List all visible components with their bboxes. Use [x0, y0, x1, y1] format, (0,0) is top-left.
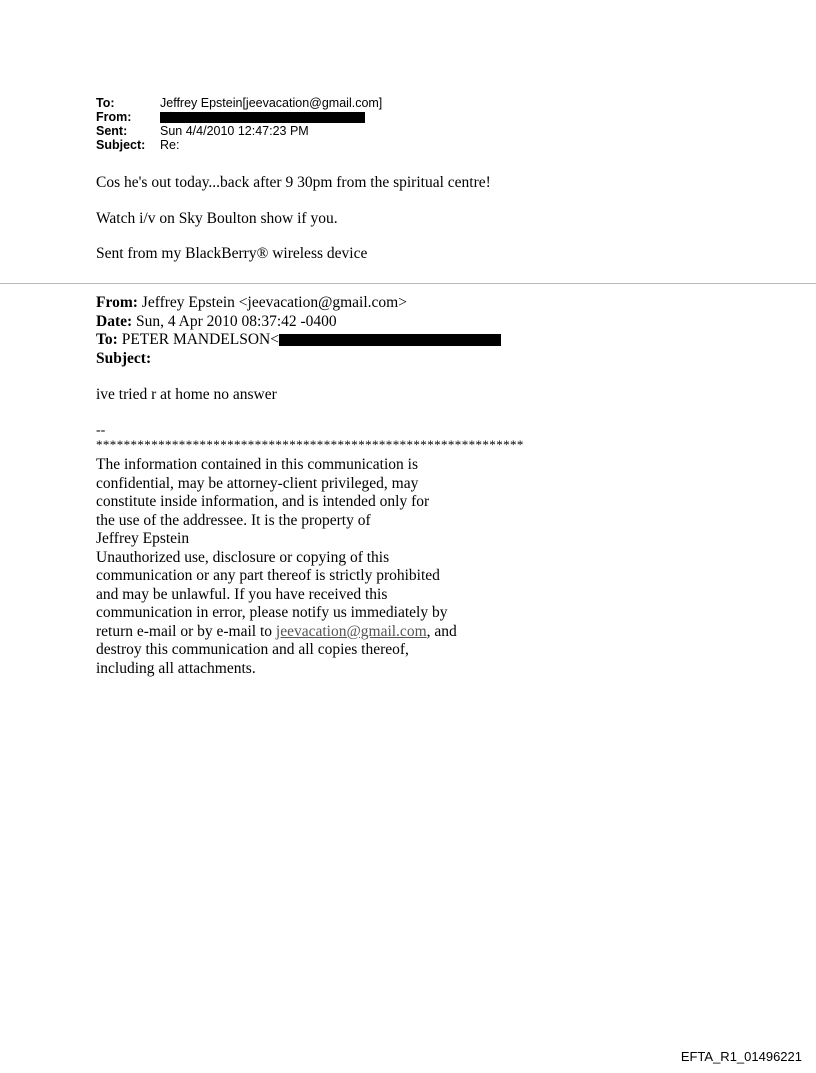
sent-row	[96, 124, 382, 138]
email-header	[96, 96, 382, 152]
quoted-date-label: Date:	[96, 312, 133, 330]
disclaimer-line: Jeffrey Epstein	[96, 530, 190, 547]
quoted-date-value: Sun, 4 Apr 2010 08:37:42 -0400	[132, 312, 337, 330]
from-value-redacted	[160, 110, 365, 124]
disclaimer-line: constitute inside information, and is intended only for	[96, 493, 430, 510]
quoted-from-label: From:	[96, 294, 138, 311]
quoted-to-label: To:	[96, 331, 118, 348]
disclaimer-line: confidential, may be attorney-client privileged, may	[96, 474, 419, 492]
to-value: Jeffrey Epstein[jeevacation@gmail.com]	[160, 96, 383, 110]
return-suffix: , and	[426, 622, 457, 640]
email-link[interactable]: jeevacation@gmail.com	[275, 622, 427, 640]
quoted-from-value: Jeffrey Epstein <jeevacation@gmail.com>	[137, 294, 407, 311]
quoted-date-row	[96, 313, 501, 332]
quoted-subject-label: Subject:	[96, 349, 152, 367]
quoted-subject-row	[96, 350, 501, 369]
sent-value: Sun 4/4/2010 12:47:23 PM	[160, 124, 309, 138]
quoted-from-row	[96, 294, 501, 313]
return-prefix: return e-mail or by e-mail to	[96, 622, 276, 640]
from-row	[96, 110, 382, 124]
disclaimer-return-line	[96, 623, 524, 642]
quoted-to-row	[96, 331, 501, 350]
disclaimer-line: including all attachments.	[96, 659, 256, 677]
subject-value: Re:	[160, 138, 180, 152]
redaction-bar	[279, 334, 501, 346]
to-row	[96, 96, 382, 110]
quoted-to-value: PETER MANDELSON<	[117, 331, 279, 348]
disclaimer-line: The information contained in this communication is	[96, 456, 418, 473]
disclaimer-line: and may be unlawful. If you have received this	[96, 585, 388, 603]
signature-dashes: --	[96, 423, 106, 438]
disclaimer-line: communication in error, please notify us immediately by	[96, 604, 448, 621]
body-line-2: Watch i/v on Sky Boulton show if you.	[96, 210, 338, 227]
redaction-bar	[160, 112, 365, 123]
quoted-message-text: ive tried r at home no answer	[96, 386, 277, 403]
from-label: From:	[96, 110, 132, 124]
asterisk-divider: **************************************************************	[96, 437, 524, 452]
disclaimer-line: Unauthorized use, disclosure or copying of this	[96, 548, 390, 566]
to-label: To:	[96, 96, 115, 110]
confidentiality-disclaimer	[96, 424, 524, 678]
separator-line	[0, 283, 816, 284]
subject-row	[96, 138, 382, 152]
disclaimer-line: the use of the addressee. It is the property of	[96, 511, 371, 529]
document-id: EFTA_R1_01496221	[680, 1049, 802, 1064]
quoted-message-header	[96, 294, 501, 368]
subject-label: Subject:	[96, 138, 146, 152]
sent-label: Sent:	[96, 124, 128, 138]
disclaimer-line: communication or any part thereof is strictly prohibited	[96, 567, 440, 584]
disclaimer-line: destroy this communication and all copies thereof,	[96, 641, 409, 658]
body-line-1: Cos he's out today...back after 9 30pm from the spiritual centre!	[96, 174, 491, 191]
body-line-3: Sent from my BlackBerry® wireless device	[96, 245, 368, 262]
